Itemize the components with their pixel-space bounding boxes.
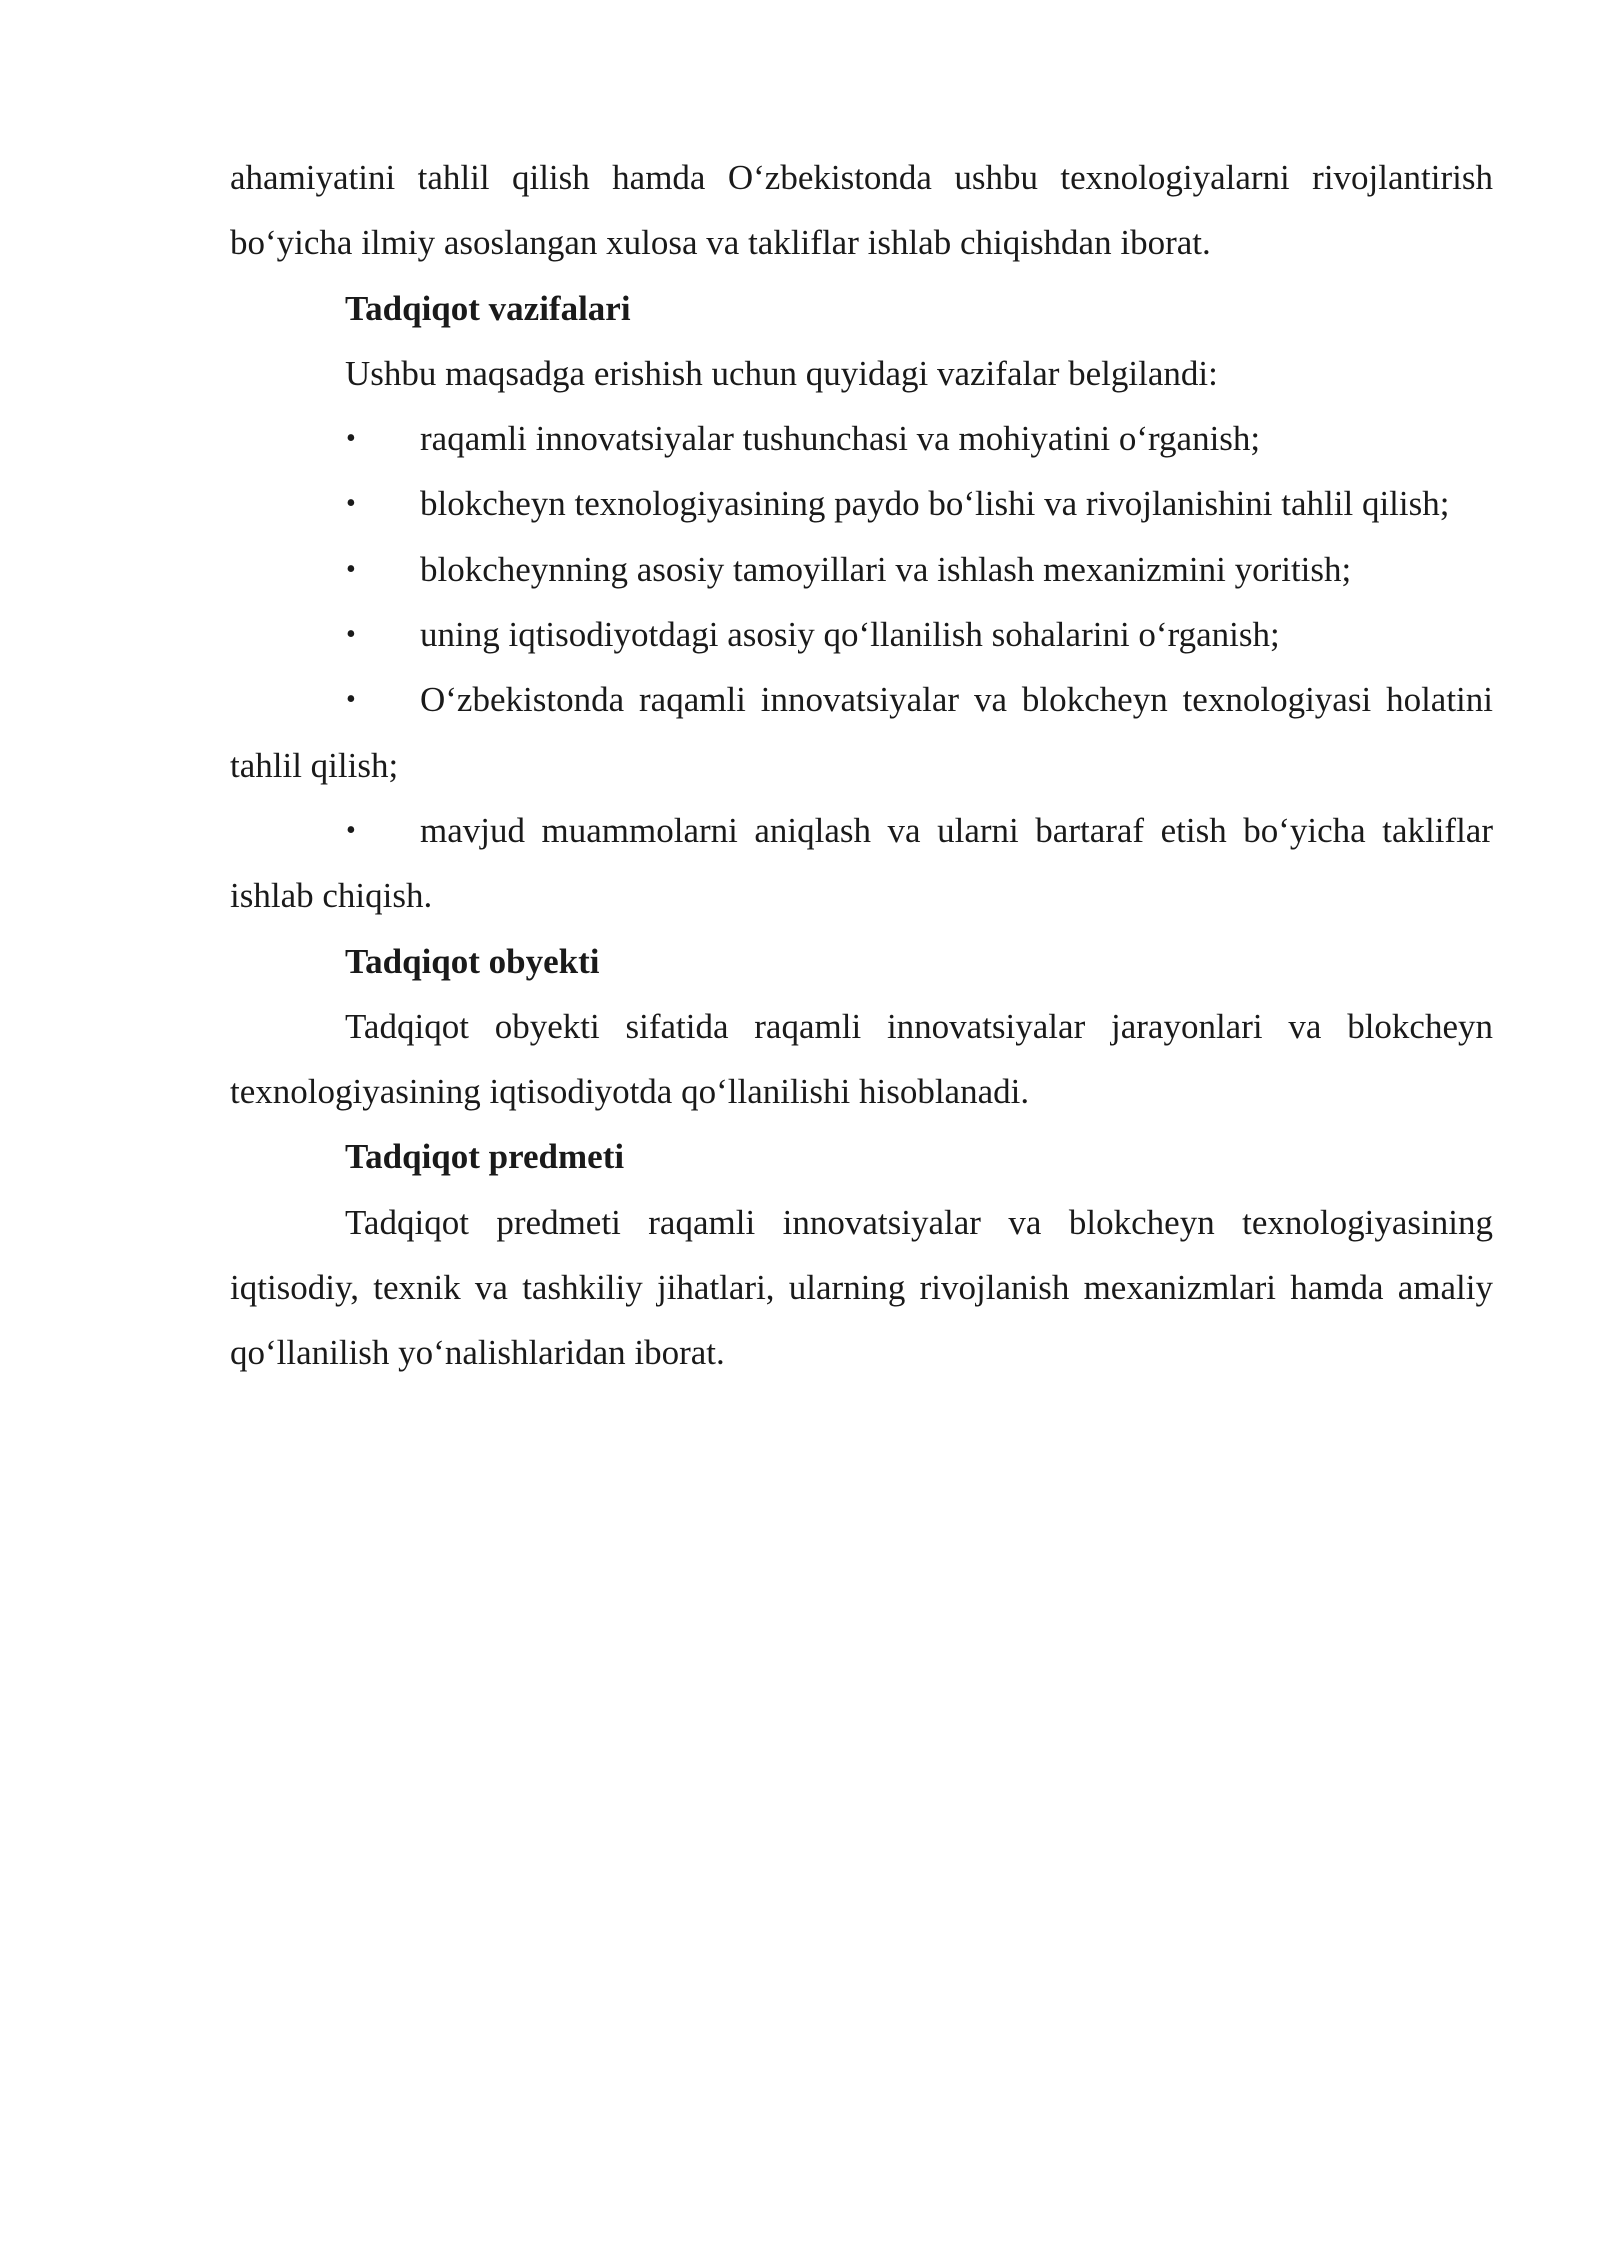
tasks-list bbox=[230, 406, 1493, 928]
list-item-text: blokcheynning asosiy tamoyillari va ishlash mexanizmini yoritish; bbox=[420, 549, 1352, 589]
list-item-text: raqamli innovatsiyalar tushunchasi va mohiyatini o‘rganish; bbox=[420, 419, 1261, 459]
bullet-icon: • bbox=[346, 814, 356, 846]
list-item-text: uning iqtisodiyotdagi asosiy qo‘llanilish sohalarini o‘rganish; bbox=[420, 615, 1280, 655]
list-item bbox=[230, 406, 1493, 471]
list-item bbox=[230, 537, 1493, 602]
bullet-icon: • bbox=[346, 684, 356, 716]
tasks-heading: Tadqiqot vazifalari bbox=[345, 288, 631, 328]
intro-paragraph: ahamiyatini tahlil qilish hamda O‘zbekistonda ushbu texnologiyalarni rivojlantirish bo‘yicha ilmiy asoslangan xulosa va takliflar ishlab chiqishdan iborat. bbox=[230, 158, 1493, 263]
bullet-icon: • bbox=[346, 553, 356, 585]
list-item-text: mavjud muammolarni aniqlash va ularni bartaraf etish bo‘yicha takliflar ishlab chiqish. bbox=[230, 810, 1493, 916]
subject-paragraph: Tadqiqot predmeti raqamli innovatsiyalar va blokcheyn texnologiyasining iqtisodiy, texnik va tashkiliy jihatlari, ularning rivojlanish mexanizmlari hamda amaliy qo‘llanilish yo‘nalishlaridan iborat. bbox=[230, 1202, 1493, 1373]
object-paragraph: Tadqiqot obyekti sifatida raqamli innovatsiyalar jarayonlari va blokcheyn texnologiyasining iqtisodiyotda qo‘llanilishi hisoblanadi. bbox=[230, 1006, 1493, 1112]
list-item-text: O‘zbekistonda raqamli innovatsiyalar va blokcheyn texnologiyasi holatini tahlil qilish; bbox=[230, 680, 1493, 785]
list-item bbox=[230, 471, 1493, 536]
document-page bbox=[230, 145, 1493, 1386]
bullet-icon: • bbox=[346, 619, 356, 651]
list-item bbox=[230, 798, 1493, 929]
subject-heading: Tadqiqot predmeti bbox=[345, 1137, 625, 1177]
list-item bbox=[230, 667, 1493, 798]
object-heading: Tadqiqot obyekti bbox=[345, 941, 600, 981]
list-item bbox=[230, 602, 1493, 667]
bullet-icon: • bbox=[346, 488, 356, 520]
list-item-text: blokcheyn texnologiyasining paydo bo‘lishi va rivojlanishini tahlil qilish; bbox=[420, 484, 1450, 524]
bullet-icon: • bbox=[346, 423, 356, 455]
tasks-lead-paragraph: Ushbu maqsadga erishish uchun quyidagi vazifalar belgilandi: bbox=[345, 353, 1218, 393]
